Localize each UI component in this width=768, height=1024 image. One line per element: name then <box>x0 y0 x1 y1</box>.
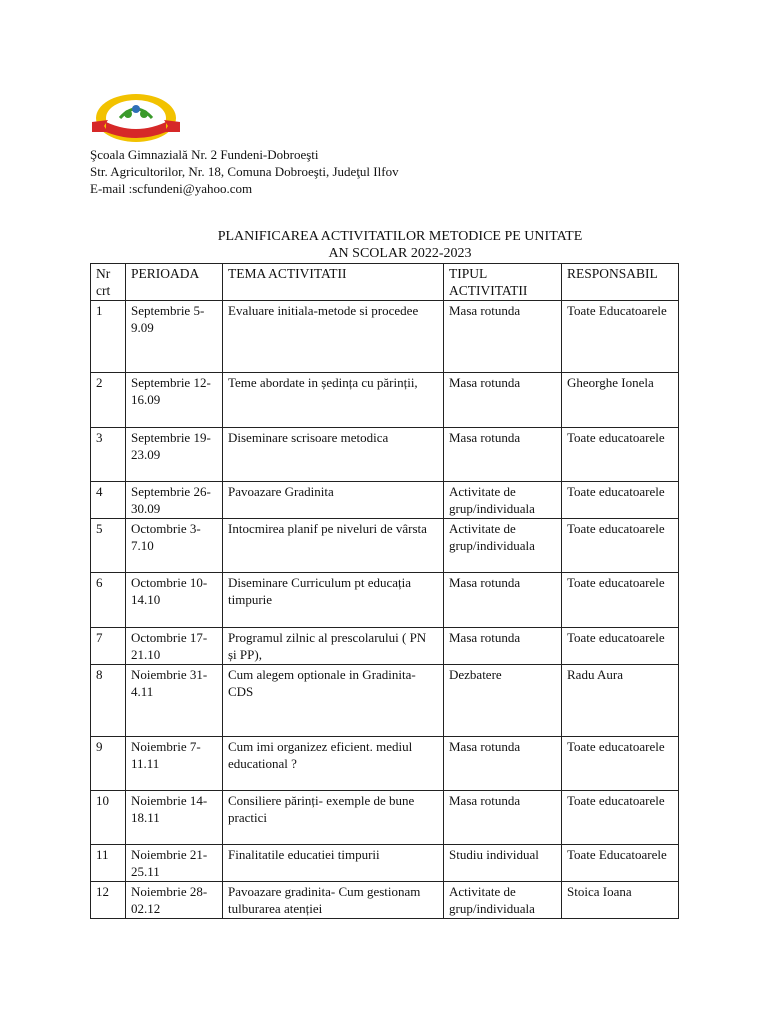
cell-tema: Cum imi organizez eficient. mediul educational ? <box>223 737 444 791</box>
header-responsabil: RESPONSABIL <box>562 264 679 301</box>
cell-tema: Teme abordate in ședința cu părinții, <box>223 373 444 428</box>
cell-nr: 2 <box>91 373 126 428</box>
cell-tipul: Activitate de grup/individuala <box>444 882 562 919</box>
cell-nr: 11 <box>91 845 126 882</box>
header-tema: TEMA ACTIVITATII <box>223 264 444 301</box>
cell-perioada: Septembrie 12-16.09 <box>126 373 223 428</box>
cell-perioada: Noiembrie 28-02.12 <box>126 882 223 919</box>
cell-tipul: Dezbatere <box>444 665 562 737</box>
document-title: PLANIFICAREA ACTIVITATILOR METODICE PE UNITATE <box>217 229 583 244</box>
cell-perioada: Noiembrie 31-4.11 <box>126 665 223 737</box>
table-row <box>91 845 679 882</box>
cell-perioada: Octombrie 10-14.10 <box>126 573 223 628</box>
table-row <box>91 519 679 573</box>
cell-responsabil: Toate educatoarele <box>562 791 679 845</box>
cell-nr: 7 <box>91 628 126 665</box>
cell-nr: 12 <box>91 882 126 919</box>
activity-plan-table <box>90 263 679 919</box>
cell-tipul: Masa rotunda <box>444 791 562 845</box>
cell-tipul: Masa rotunda <box>444 373 562 428</box>
cell-tema: Evaluare initiala-metode si procedee <box>223 301 444 373</box>
cell-perioada: Noiembrie 14-18.11 <box>126 791 223 845</box>
cell-responsabil: Toate educatoarele <box>562 573 679 628</box>
cell-tema: Consiliere părinți- exemple de bune practici <box>223 791 444 845</box>
table-row <box>91 428 679 482</box>
school-logo <box>90 92 182 144</box>
cell-nr: 1 <box>91 301 126 373</box>
cell-tipul: Masa rotunda <box>444 628 562 665</box>
cell-tipul: Activitate de grup/individuala <box>444 519 562 573</box>
header-perioada: PERIOADA <box>126 264 223 301</box>
cell-perioada: Octombrie 3-7.10 <box>126 519 223 573</box>
cell-tipul: Masa rotunda <box>444 428 562 482</box>
table-row <box>91 628 679 665</box>
cell-nr: 6 <box>91 573 126 628</box>
cell-nr: 5 <box>91 519 126 573</box>
cell-perioada: Noiembrie 21-25.11 <box>126 845 223 882</box>
school-header <box>90 146 399 197</box>
cell-tipul: Masa rotunda <box>444 573 562 628</box>
cell-tema: Cum alegem optionale in Gradinita- CDS <box>223 665 444 737</box>
cell-tipul: Masa rotunda <box>444 301 562 373</box>
cell-responsabil: Gheorghe Ionela <box>562 373 679 428</box>
cell-perioada: Noiembrie 7-11.11 <box>126 737 223 791</box>
cell-responsabil: Radu Aura <box>562 665 679 737</box>
cell-responsabil: Toate educatoarele <box>562 628 679 665</box>
cell-tema: Diseminare scrisoare metodica <box>223 428 444 482</box>
cell-responsabil: Toate educatoarele <box>562 482 679 519</box>
cell-perioada: Octombrie 17-21.10 <box>126 628 223 665</box>
cell-nr: 8 <box>91 665 126 737</box>
cell-nr: 3 <box>91 428 126 482</box>
table-row <box>91 301 679 373</box>
cell-perioada: Septembrie 19-23.09 <box>126 428 223 482</box>
cell-responsabil: Toate Educatoarele <box>562 301 679 373</box>
table-header-row <box>91 264 679 301</box>
cell-responsabil: Toate educatoarele <box>562 519 679 573</box>
table-row <box>91 373 679 428</box>
cell-responsabil: Toate educatoarele <box>562 428 679 482</box>
table-row <box>91 482 679 519</box>
cell-tipul: Masa rotunda <box>444 737 562 791</box>
cell-nr: 9 <box>91 737 126 791</box>
cell-nr: 4 <box>91 482 126 519</box>
school-email: E-mail :scfundeni@yahoo.com <box>90 181 253 196</box>
document-subtitle: AN SCOLAR 2022-2023 <box>328 246 472 261</box>
table-row <box>91 665 679 737</box>
cell-tema: Programul zilnic al prescolarului ( PN și PP), <box>223 628 444 665</box>
table-row <box>91 791 679 845</box>
cell-nr: 10 <box>91 791 126 845</box>
table-row <box>91 882 679 919</box>
school-name: Şcoala Gimnazială Nr. 2 Fundeni-Dobroeşti <box>90 147 319 162</box>
header-tipul: TIPUL ACTIVITATII <box>444 264 562 301</box>
table-row <box>91 737 679 791</box>
school-address: Str. Agricultorilor, Nr. 18, Comuna Dobroeşti, Judeţul Ilfov <box>90 164 399 179</box>
cell-tema: Intocmirea planif pe niveluri de vârsta <box>223 519 444 573</box>
cell-perioada: Septembrie 5-9.09 <box>126 301 223 373</box>
cell-tema: Diseminare Curriculum pt educația timpurie <box>223 573 444 628</box>
cell-tema: Pavoazare gradinita- Cum gestionam tulburarea atenției <box>223 882 444 919</box>
cell-tipul: Activitate de grup/individuala <box>444 482 562 519</box>
table-row <box>91 573 679 628</box>
cell-tipul: Studiu individual <box>444 845 562 882</box>
cell-perioada: Septembrie 26-30.09 <box>126 482 223 519</box>
cell-tema: Finalitatile educatiei timpurii <box>223 845 444 882</box>
cell-tema: Pavoazare Gradinita <box>223 482 444 519</box>
cell-responsabil: Toate Educatoarele <box>562 845 679 882</box>
cell-responsabil: Stoica Ioana <box>562 882 679 919</box>
header-nr-crt: Nr crt <box>91 264 126 301</box>
cell-responsabil: Toate educatoarele <box>562 737 679 791</box>
